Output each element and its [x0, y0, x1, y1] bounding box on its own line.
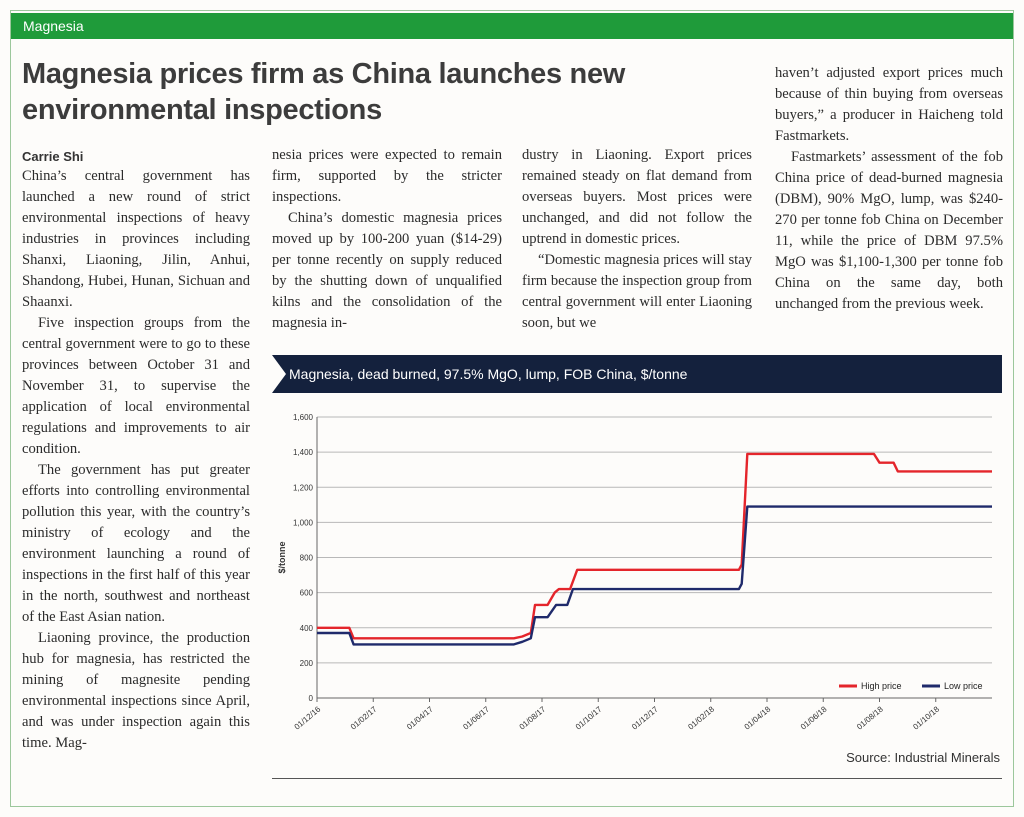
price-chart: [272, 400, 1012, 770]
y-axis-ticks: [277, 413, 314, 703]
y-tick-label: 1,000: [292, 518, 313, 528]
paragraph: dustry in Liaoning. Export prices remained steady on flat demand from overseas buyers. Most prices were unchanged, and did not follow the uptrend in domestic prices.: [522, 147, 752, 247]
paragraph: The government has put greater efforts into controlling environmental pollution this year, with the country’s ministry of ecology and the environment launching a round of inspections in the first half of this year in the north, southwest and northeast of the East Asian nation.: [22, 462, 250, 625]
paragraph: haven’t adjusted export prices much because of thin buying from overseas buyers,” a producer in Haicheng told Fastmarkets.: [775, 65, 1003, 144]
y-tick-label: 1,200: [292, 483, 313, 493]
x-tick-label: 01/08/17: [517, 704, 548, 732]
headline: Magnesia prices firm as China launches new environmental inspections: [22, 58, 626, 126]
y-tick-label: 0: [308, 694, 313, 703]
y-tick-label: 400: [299, 623, 313, 633]
paragraph: “Domestic magnesia prices will stay firm because the inspection group from central government will enter Liaoning soon, but we: [522, 252, 752, 331]
chart-title-notch: [272, 355, 286, 393]
chart-series: [317, 454, 992, 645]
x-tick-label: 01/06/18: [798, 704, 829, 732]
paragraph: nesia prices were expected to remain firm, supported by the stricter inspections.: [272, 147, 502, 205]
legend-label: High price: [861, 681, 902, 691]
paragraph: China’s domestic magnesia prices moved up by 100-200 yuan ($14-29) per tonne recently on supply reduced by the shutting down of unqualified kilns and the consolidation of the magnesia in-: [272, 210, 502, 331]
x-tick-label: 01/04/17: [405, 704, 435, 732]
x-tick-label: 01/06/17: [461, 704, 492, 732]
column-4: [775, 63, 1003, 315]
author-byline: Carrie Shi: [22, 149, 84, 164]
y-tick-label: 800: [299, 553, 313, 563]
series-line-high-price: [317, 454, 992, 638]
chart-title-bar: [272, 355, 1002, 393]
y-tick-label: 1,400: [292, 448, 313, 458]
column-2: [272, 145, 502, 334]
x-tick-label: 01/04/18: [742, 704, 773, 732]
paragraph: Five inspection groups from the central government were to go to these provinces between October 31 and November 31, to supervise the application of local environmental regulations and improvements to air condition.: [22, 315, 250, 457]
x-tick-label: 01/10/17: [573, 704, 604, 732]
x-tick-label: 01/10/18: [911, 704, 942, 732]
x-axis-ticks: [293, 698, 942, 732]
bottom-rule: [272, 778, 1002, 779]
series-line-low-price: [317, 507, 992, 645]
column-1: [22, 166, 250, 754]
x-tick-label: 01/08/18: [855, 704, 885, 732]
chart-grid: [317, 417, 992, 698]
paragraph: Fastmarkets’ assessment of the fob China price of dead-burned magnesia (DBM), 90% MgO, lump, was $240-270 per tonne fob China on December 11, while the price of DBM 97.5% MgO was $1,100-1,300 per tonne fob China on the same day, both unchanged from the previous week.: [775, 149, 1003, 312]
x-tick-label: 01/02/17: [348, 704, 379, 732]
chart-source: Source: Industrial Minerals: [846, 750, 1000, 765]
y-tick-label: 1,600: [292, 413, 313, 422]
paragraph: China’s central government has launched a new round of strict environmental inspections of heavy industries in provinces including Shanxi, Liaoning, Jilin, Anhui, Shandong, Hubei, Hunan, Sichuan and Shaanxi.: [22, 168, 250, 310]
chart-title: Magnesia, dead burned, 97.5% MgO, lump, FOB China, $/tonne: [289, 366, 688, 382]
legend-label: Low price: [944, 681, 983, 691]
x-tick-label: 01/12/16: [292, 704, 323, 732]
y-tick-label: 600: [299, 588, 313, 598]
y-axis-label: $/tonne: [277, 541, 287, 574]
x-tick-label: 01/02/18: [686, 704, 717, 732]
chart-legend: [839, 681, 983, 691]
section-label: Magnesia: [11, 13, 1013, 39]
paragraph: Liaoning province, the production hub for magnesia, has restricted the mining of magnesite pending environmental inspections since April, and was under inspection again this time. Mag-: [22, 630, 250, 751]
column-3: [522, 145, 752, 334]
x-tick-label: 01/12/17: [630, 704, 660, 732]
y-tick-label: 200: [299, 658, 313, 668]
